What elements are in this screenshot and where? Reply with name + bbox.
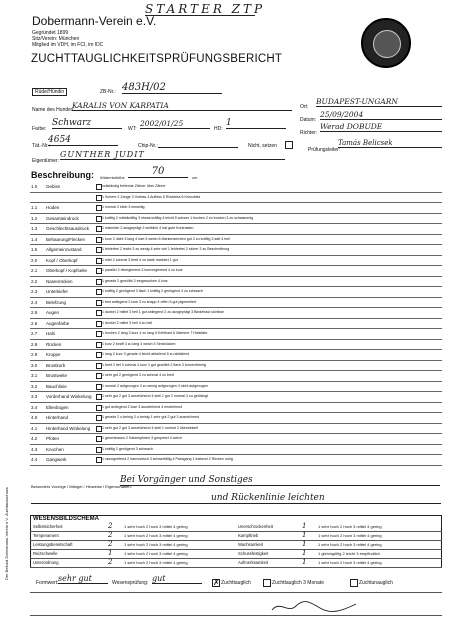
- row-options: 1 sehr gut 2 gut 3 ausreichend 4 steil 1 gut 2 normal 3 zu gedrängt: [102, 394, 208, 398]
- row-divider: [30, 412, 442, 413]
- pruef-label: Prüfungsleiter:: [308, 147, 341, 153]
- row-label: Hinterhand Winkelung: [46, 425, 91, 431]
- wesen-right-mark: 1: [302, 531, 307, 539]
- row-divider: [30, 444, 442, 445]
- row-number: 1.4: [31, 236, 38, 242]
- row-number: 4.0: [31, 415, 38, 420]
- row-number: 3.0: [31, 362, 38, 368]
- row-label: Rücken: [46, 341, 62, 347]
- hd-label: HD:: [214, 126, 223, 132]
- club-logo: [361, 18, 411, 68]
- wesen-right-options: 1 sehr hoch 2 hoch 3 mittel 4 gering: [318, 560, 382, 565]
- row-divider: [30, 244, 442, 245]
- formwert-label: Formwert:: [36, 580, 59, 586]
- row-number: 1.0: [31, 184, 38, 189]
- remarks-line-2: und Rückenlinie leichten: [31, 493, 441, 504]
- row-divider: [30, 381, 442, 382]
- row-options: 1 fest anliegend 2 lose 3 zu knapp 4 offen 5 gut pigmentiert: [102, 299, 197, 304]
- row-divider: [30, 297, 442, 298]
- row-label: Brustweite: [46, 373, 68, 378]
- richter-label: Richter:: [300, 130, 318, 136]
- row-options: vollständig fehlende Zähne: über Zähne: [102, 184, 166, 188]
- row-options: 1 kräftig 2 genügend 3 flach 1 kräftig 2 genügend 3 zu schwach: [102, 289, 203, 293]
- row-label: Hinterhand: [46, 415, 69, 420]
- wesen-left-options: 1 sehr hoch 2 hoch 3 mittel 4 gering: [124, 551, 188, 556]
- row-label: Geschlechtsausdruck: [46, 226, 90, 231]
- row-divider: [30, 307, 442, 308]
- datum-label: Datum:: [300, 117, 317, 123]
- row-number: 3.1: [31, 373, 38, 378]
- beschreibung-heading: Beschreibung:: [31, 170, 95, 180]
- row-number: 2.8: [31, 341, 38, 347]
- row-options: 1 trocken 2 lang 3 kurz 4 zu lang 5 Kehlhaut 6 Wamme 7 Halsfalte: [102, 331, 208, 335]
- row-number: 3.3: [31, 394, 38, 399]
- wt-label: WT:: [128, 126, 137, 132]
- row-label: Belefzung: [46, 299, 67, 305]
- side-note: Der Befund Dobermann-Verein e.V. Zuchtausschuss: [4, 487, 9, 580]
- cm-label: cm: [192, 175, 198, 180]
- row-label: Gebiss: [46, 184, 61, 189]
- zbnr-label: ZB-Nr.:: [100, 89, 116, 95]
- row-divider: [30, 265, 442, 266]
- row-options: 1 parallel 2 divergierend 3 konvergierend 4 zu kurz: [102, 268, 183, 272]
- row-number: 2.5: [31, 310, 38, 315]
- row-label: Hals: [46, 331, 56, 336]
- wesen-right-label: Unerschrockenheit: [238, 524, 273, 529]
- ort-label: Ort:: [300, 104, 309, 110]
- row-divider: [30, 202, 442, 203]
- wesen-right-label: Aufmerksamkeit: [238, 560, 269, 565]
- row-label: Vorderhand Winkelung: [46, 394, 92, 399]
- row-label: Kopf / Oberkopf: [46, 257, 78, 263]
- footer-rule: [30, 592, 442, 593]
- ort-value: BUDAPEST-UNGARN: [316, 97, 442, 107]
- row-divider: [30, 192, 442, 193]
- club-seat: Sitz/Verein: München: [32, 36, 80, 42]
- row-number: 1.2: [31, 215, 38, 221]
- name-label: Name des Hundes:: [32, 107, 75, 113]
- row-label: Ellenbogen: [46, 404, 69, 410]
- zt1-checkbox[interactable]: [263, 579, 271, 587]
- wesen-right-options: 1 sehr hoch 2 hoch 3 mittel 4 gering: [318, 542, 382, 547]
- row-divider: [30, 349, 442, 350]
- zt2-checkbox[interactable]: [350, 579, 358, 587]
- zt-checkbox[interactable]: ✗: [213, 578, 220, 587]
- wesen-right-options: 1 sehr hoch 2 hoch 3 mittel 4 gering: [318, 524, 382, 529]
- row-options: 1 kurz 2 dicht 3 lang 4 hart 5 weich 6 Markenzeichen gut 2 zu kräftig 3 satt 4 hell: [102, 236, 230, 241]
- row-number: 2.6: [31, 320, 38, 326]
- row-number: 2.4: [31, 299, 38, 305]
- wesen-title: WESENSBILDSCHEMA: [33, 516, 100, 522]
- wesen-divider: [30, 549, 442, 550]
- row-number: 2.9: [31, 352, 38, 357]
- signature-line: [30, 615, 442, 616]
- row-label: Gesamteindruck: [46, 215, 79, 221]
- taet-value: 4654: [48, 135, 118, 146]
- row-label: Unterkiefer: [46, 289, 69, 294]
- wesen-divider: [30, 531, 442, 532]
- row-number: 2.1: [31, 268, 38, 273]
- wesen-left-mark: 2: [108, 522, 113, 530]
- row-number: 2.3: [31, 289, 38, 294]
- wesen-right-label: Kampftrieb: [238, 533, 259, 538]
- wesen-left-mark: 2: [108, 558, 113, 566]
- wesen-left-options: 1 sehr hoch 2 hoch 3 mittel 4 gering: [124, 560, 188, 565]
- row-label: Kruppe: [46, 352, 61, 357]
- wesen-left-label: Reizschwelle: [33, 551, 58, 556]
- row-label: Hoden: [46, 205, 60, 210]
- row-options: 1 kurz 2 straff 3 zu lang 4 weich 5 Senkrücken: [102, 341, 176, 346]
- zt-label: Zuchttauglich: [221, 580, 251, 586]
- row-divider: [30, 223, 442, 224]
- rude-hundin-label: Rüde/Hündin: [32, 88, 67, 96]
- wesen-right-options: 1 gleichgültig 2 leicht 3 empfindlich: [318, 551, 380, 556]
- row-options: 1 sehr gut 2 gut 3 ausreichend 4 steil 1 normal 2 überwinkelt: [102, 425, 199, 430]
- row-label: Behaarung/Flecken: [46, 236, 86, 242]
- row-options: 1 normal 2 klein 3 einseitig: [102, 205, 145, 209]
- wesen-right-label: Wachsamkeit: [238, 542, 263, 547]
- club-founded: Gegründet 1899: [32, 30, 69, 36]
- pruef-value: Tamás Belicsek: [338, 139, 442, 148]
- row-options: 1 Schere 2 Zange 3 Vorbiss 4 Aufbiss 5 Rückbiss 6 Kreuzbiss: [102, 194, 201, 199]
- wesen-divider: [30, 540, 442, 541]
- starter-title: STARTER ZTP: [145, 2, 266, 16]
- wesen-left-mark: 1: [108, 549, 113, 557]
- wesen-right-label: Schussfestigkeit: [238, 551, 269, 556]
- row-divider: [30, 339, 442, 340]
- row-divider: [30, 328, 442, 329]
- row-options: 1 fehlerfrei 2 leicht 3 zu wenig 4 sehr viel 1 fehlerfrei 2 sicher 3 zu Beschreibung: [102, 247, 230, 251]
- row-options: 1 gut anliegend 2 lose 3 ausdrehend 4 eindrehend: [102, 404, 183, 409]
- row-options: 1 kräftig 2 mittelkräftig 3 etwas kräftig 4 leicht 5 schwer 1 trocken 2 zu trocken 3 zu schwammig: [102, 215, 254, 220]
- row-options: 1 breit 2 tief 3 schmal 4 kurz 1 gut gewölbt 2 flach 3 tonnenförmig: [102, 362, 206, 367]
- row-label: Gangwerk: [46, 457, 67, 462]
- row-number: 1.3: [31, 226, 38, 231]
- farbe-label: Farbe:: [32, 126, 47, 132]
- row-number: 3.4: [31, 404, 38, 410]
- row-label: Bauchlinie: [46, 383, 67, 389]
- zt1-label: Zuchttauglich 3 Monate: [272, 580, 324, 586]
- wiederholen-label: Widerristhöhe: [100, 175, 125, 180]
- row-label: Augenfarbe: [46, 320, 70, 326]
- row-divider: [30, 391, 442, 392]
- row-divider: [30, 318, 442, 319]
- row-options: 1 kräftig 2 genügend 3 schwach: [102, 446, 153, 451]
- row-number: 3.2: [31, 383, 38, 389]
- chip-label: Chip-Nr.:: [138, 143, 158, 149]
- row-number: 4.3: [31, 446, 38, 452]
- row-divider: [30, 276, 442, 277]
- row-number: 4.4: [31, 457, 38, 462]
- wesen-left-options: 1 sehr hoch 2 hoch 3 mittel 4 gering: [124, 524, 188, 529]
- row-number: 2.2: [31, 278, 38, 284]
- remarks-label: Besonders Vorzüge / Mängel / Hinweise / Eigenschaften:: [31, 484, 132, 489]
- row-label: Knochen: [46, 446, 64, 452]
- row-options: 1 gerade 2 x-beinig 3 o-beinig 1 sehr gut 2 gut 3 ausreichend: [102, 415, 200, 419]
- eig-value: GUNTHER JUDIT: [60, 150, 285, 160]
- row-label: Pfoten: [46, 436, 60, 441]
- row-number: 1.1: [31, 205, 38, 210]
- wesen-divider: [30, 567, 442, 568]
- row-divider: [30, 360, 442, 361]
- wiederholen-value: 70: [128, 166, 188, 178]
- eig-label: Eigentümer:: [32, 158, 59, 164]
- row-options: 1 geschlossen 2 Katzenpfoten 3 gespreizt 4 weich: [102, 436, 182, 440]
- row-divider: [30, 433, 442, 434]
- row-label: Oberkopf / Kopfseite: [46, 268, 88, 273]
- wesen-right-mark: 1: [302, 522, 307, 530]
- row-divider: [30, 402, 442, 403]
- zbnr-value: 483H/02: [122, 82, 222, 94]
- row-divider: [30, 286, 442, 287]
- page-title: ZUCHTTAUGLICHKEITSPRÜFUNGSBERICHT: [31, 53, 283, 65]
- row-number: 4.1: [31, 425, 38, 431]
- row-options: 1 männlich 2 ausgeprägt 3 weiblich 4 hat gute Kontrasten: [102, 226, 194, 230]
- wesen-left-label: Selbstsicherheit: [33, 524, 63, 529]
- datum-value: 25/09/2004: [320, 110, 442, 120]
- wesen-left-mark: 2: [108, 540, 113, 548]
- wesen-left-label: Leistungsbereitschaft: [33, 542, 73, 547]
- row-divider: [30, 213, 442, 214]
- row-number: 2.0: [31, 257, 38, 263]
- wesen-right-mark: 1: [302, 558, 307, 566]
- zt2-label: Zuchtunauglich: [359, 580, 393, 586]
- chip-value: [158, 147, 238, 148]
- wesen-left-options: 1 sehr hoch 2 hoch 3 mittel 4 gering: [124, 542, 188, 547]
- farbe-value: Schwarz: [52, 118, 122, 129]
- row-options: 1 dunkel 2 mittel 3 hell 4 zu hell: [102, 320, 153, 325]
- nicht-label: Nicht, setzen: [248, 143, 277, 149]
- row-options: 1 raumgreifend 2 harmonisch 3 schwerfällig 4 Passgang 1 trabend 2 Rücken ruhig: [102, 457, 233, 461]
- row-options: 1 gerade 2 gewölbt 3 eingesunken 4 kurz: [102, 278, 168, 283]
- wesen-left-label: Unterordnung: [33, 560, 59, 565]
- row-options: 1 normal 2 aufgezogen 3 zu wenig aufgezogen 4 nicht aufgezogen: [102, 383, 209, 388]
- row-label: Augen: [46, 310, 60, 315]
- row-options: 1 edel 2 schmal 3 breit 4 zu stark markiert 1 gut: [102, 257, 178, 262]
- row-divider: [30, 234, 442, 235]
- richter-value: Werad DOBUDE: [320, 122, 442, 132]
- row-number: 2.7: [31, 331, 38, 336]
- row-label: Allgemeinzustand: [46, 247, 82, 252]
- header-rule: [145, 15, 255, 16]
- row-number: 4.2: [31, 436, 38, 441]
- formwert-value: sehr gut: [58, 574, 108, 584]
- wesen-left-mark: 2: [108, 531, 113, 539]
- club-member: Mitglied im VDH, im FCI, im IDC: [32, 42, 104, 48]
- row-options: 1 sehr gut 2 genügend 3 zu schmal 4 zu breit: [102, 373, 174, 377]
- remarks-line-1: Bei Vorgänger und Sonstiges: [120, 475, 440, 486]
- wesen-right-mark: 1: [302, 540, 307, 548]
- hd-value: 1: [226, 118, 286, 129]
- row-options: 1 dunkel 2 mittel 3 hell 1 gut anliegend 2 zu ausgeprägt 3 Bindehaut sichtbar: [102, 310, 224, 314]
- row-divider: [30, 370, 442, 371]
- wesen-right-options: 1 sehr hoch 2 hoch 3 mittel 4 gering: [318, 533, 382, 538]
- row-options: 1 lang 2 kurz 3 gerade 4 leicht abfallend 5 zu abfallend: [102, 352, 190, 356]
- row-label: Brustkorb: [46, 362, 66, 368]
- row-divider: [30, 465, 442, 466]
- wesen-label: Wesensprüfung:: [112, 580, 149, 586]
- wesen-left-label: Temperament: [33, 533, 59, 538]
- club-name: Dobermann-Verein e.V.: [32, 14, 157, 28]
- wesen-value: gut: [152, 574, 202, 584]
- wesen-right-mark: 1: [302, 549, 307, 557]
- row-divider: [30, 255, 442, 256]
- nicht-checkbox[interactable]: [285, 141, 293, 149]
- wesen-left-options: 1 sehr hoch 2 hoch 3 mittel 4 gering: [124, 533, 188, 538]
- row-divider: [30, 454, 442, 455]
- row-divider: [30, 423, 442, 424]
- judge-signature: [270, 596, 360, 616]
- row-label: Nasenrücken: [46, 278, 73, 284]
- dog-name: KARALIS VON KARPATIA: [72, 101, 292, 111]
- row-number: 1.5: [31, 247, 38, 252]
- taet-label: Tät.-Nr.:: [32, 143, 51, 149]
- wt-value: 2002/01/25: [140, 119, 210, 129]
- wesen-divider: [30, 558, 442, 559]
